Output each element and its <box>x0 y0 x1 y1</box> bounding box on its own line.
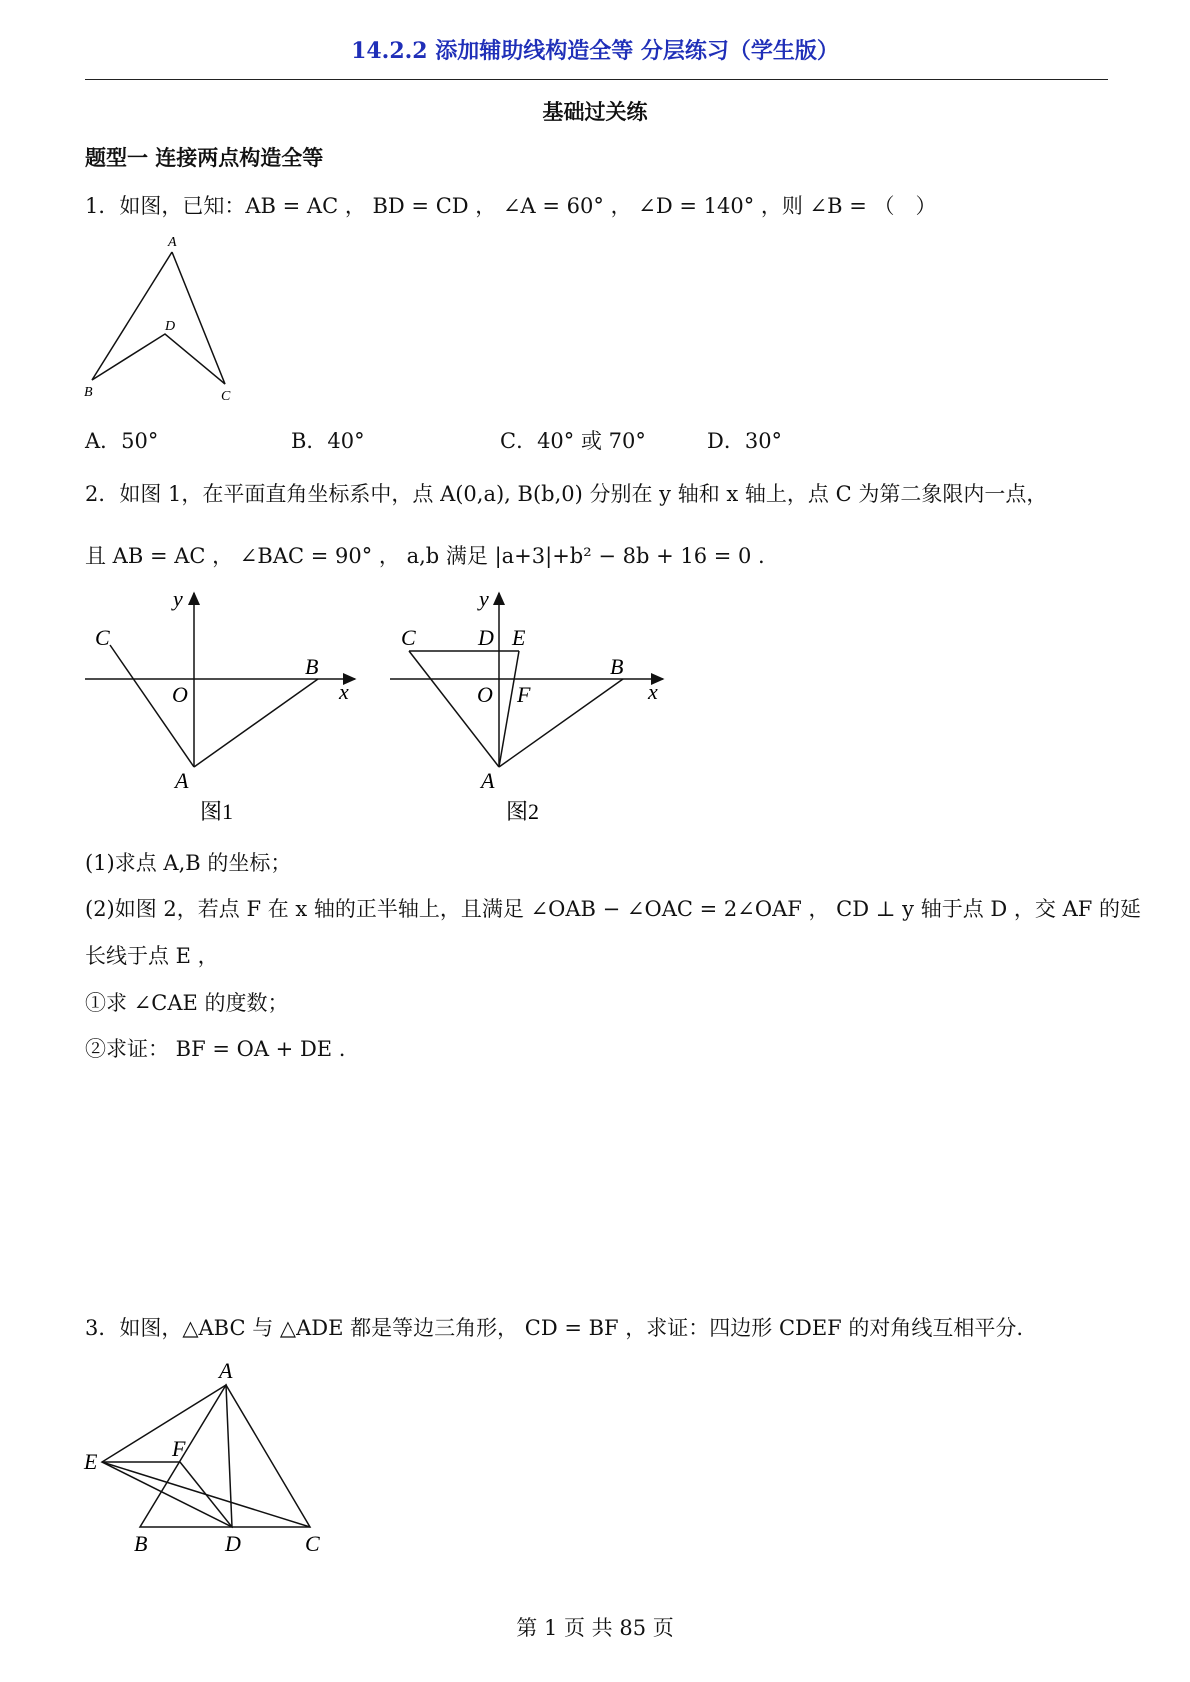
q1-stem: 1．如图，已知：AB = AC ， BD = CD ， ∠A = 60° ， ∠D = 140° ，则 ∠B = （ ） <box>85 194 937 218</box>
q2-part2-sub1: ①求 ∠CAE 的度数； <box>85 991 289 1015</box>
q3-label-b: B <box>134 1531 148 1555</box>
q1-option-b: B．40° <box>291 429 365 453</box>
q1-figure <box>80 232 250 407</box>
q2-part2-sub2: ②求证： BF = OA + DE . <box>85 1037 346 1061</box>
q1-label-d: D <box>165 319 176 334</box>
fig2-label-y: y <box>479 586 489 611</box>
fig2-label-c: C <box>401 625 416 650</box>
fig1-caption: 图1 <box>200 799 234 824</box>
q3-label-c: C <box>305 1531 320 1555</box>
q3-label-e: E <box>84 1449 98 1474</box>
q1-label-b: B <box>84 385 93 400</box>
fig2-label-x: x <box>648 679 658 704</box>
page-footer: 第 1 页 共 85 页 <box>516 1616 674 1640</box>
fig1-label-c: C <box>95 625 110 650</box>
q1-option-c: C．40° 或 70° <box>500 429 646 453</box>
q3-stem: 3．如图，△ABC 与 △ADE 都是等边三角形， CD = BF ，求证：四边形 CDEF 的对角线互相平分. <box>85 1316 1024 1340</box>
q3-label-f: F <box>172 1436 186 1461</box>
q3-label-d: D <box>225 1531 241 1555</box>
header-rule <box>85 79 1108 80</box>
q1-label-c: C <box>221 389 231 404</box>
q2-stem-line1: 2．如图 1，在平面直角坐标系中，点 A(0,a), B(b,0) 分别在 y 轴和 x 轴上，点 C 为第二象限内一点， <box>85 482 1048 506</box>
q2-figure-2 <box>385 585 675 830</box>
page-header: 14.2.2 添加辅助线构造全等 分层练习（学生版） <box>351 38 839 64</box>
fig2-caption: 图2 <box>506 799 540 824</box>
q2-stem-line2: 且 AB = AC ， ∠BAC = 90° ， a,b 满足 |a+3|+b² − 8b + 16 = 0 . <box>85 544 765 568</box>
q1-option-a: A．50° <box>85 429 159 453</box>
q2-figure-1 <box>80 585 370 830</box>
question-type-title: 题型一 连接两点构造全等 <box>85 145 324 170</box>
fig1-label-a: A <box>175 768 189 793</box>
fig2-label-d: D <box>478 625 494 650</box>
q2-part1: (1)求点 A,B 的坐标； <box>85 851 292 875</box>
fig2-label-a: A <box>481 768 495 793</box>
fig2-label-f: F <box>517 682 531 707</box>
fig2-label-e: E <box>512 625 526 650</box>
fig1-label-x: x <box>339 679 349 704</box>
fig1-label-b: B <box>305 654 319 679</box>
q2-part2-line2: 长线于点 E ， <box>85 944 219 968</box>
q3-figure <box>80 1355 340 1555</box>
q1-label-a: A <box>168 235 177 250</box>
q3-label-a: A <box>219 1358 233 1383</box>
section-title: 基础过关练 <box>542 99 648 124</box>
q2-part2-line1: (2)如图 2，若点 F 在 x 轴的正半轴上，且满足 ∠OAB − ∠OAC = 2∠OAF ， CD ⊥ y 轴于点 D ，交 AF 的延 <box>85 897 1141 921</box>
fig1-label-o: O <box>172 682 188 707</box>
q1-option-d: D．30° <box>707 429 783 453</box>
fig2-label-o: O <box>477 682 493 707</box>
fig1-label-y: y <box>173 586 183 611</box>
fig2-label-b: B <box>610 654 624 679</box>
